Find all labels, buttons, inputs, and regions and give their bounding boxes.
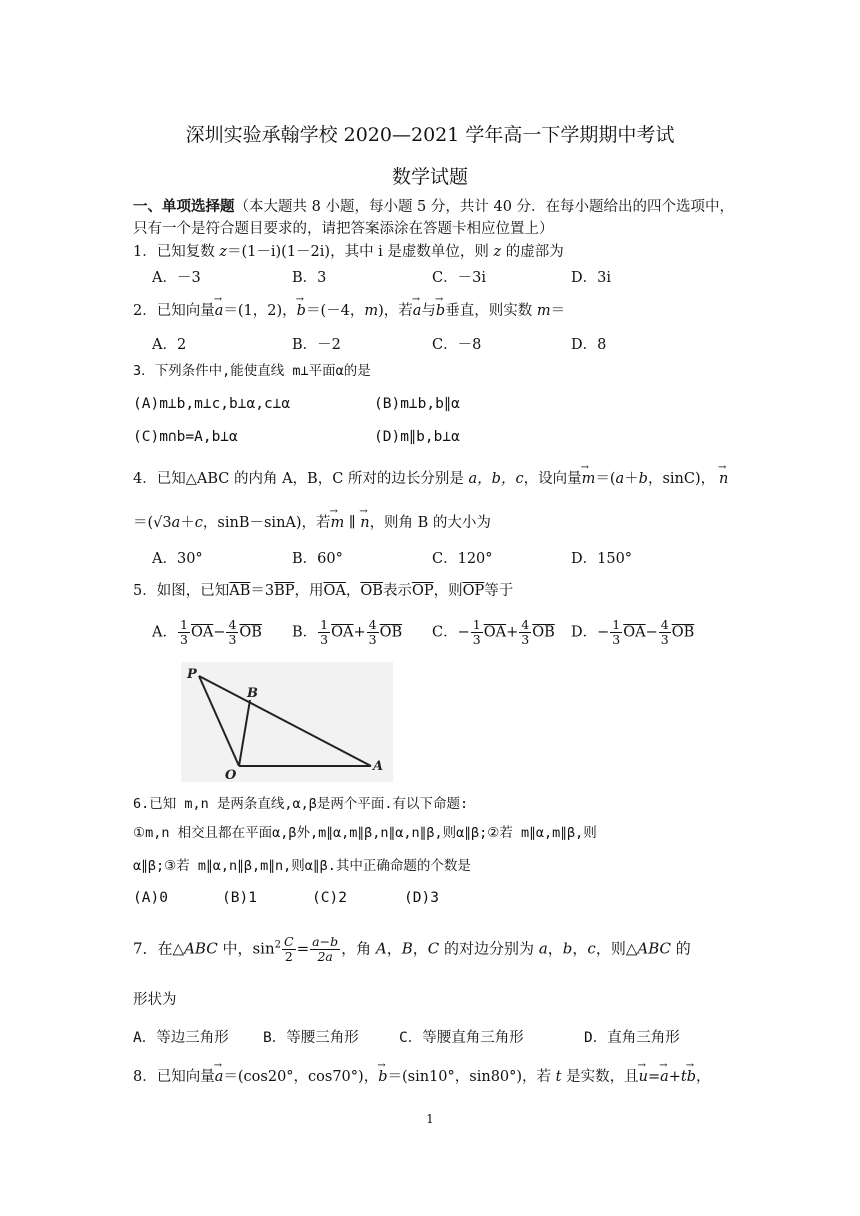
q4-option-a: A．30° xyxy=(152,551,203,567)
q5-option-c xyxy=(432,618,555,647)
q5-a-f1d: 3 xyxy=(179,632,188,647)
exam-subtitle: 数学试题 xyxy=(391,166,468,188)
q5-b-f2d: 3 xyxy=(368,632,377,647)
q5-c-v1: $\overline{OA}$ xyxy=(483,624,507,641)
q5-b-label: B． xyxy=(292,624,318,641)
q4-option-b: B．60° xyxy=(292,551,343,567)
q2-option-a: A．2 xyxy=(152,337,187,353)
exam-title: 深圳实验承翰学校 2020—2021 学年高一下学期期中考试 xyxy=(185,124,675,146)
q5-d-frac2 xyxy=(659,618,671,647)
q7-sup2: 2 xyxy=(274,939,282,951)
q2-var-m: m xyxy=(364,303,379,319)
q5-t7: ， xyxy=(345,583,361,599)
section1-desc2: 只有一个是符合题目要求的，请把答案添涂在答题卡相应位置上） xyxy=(133,221,554,237)
q2-option-c: C．－8 xyxy=(432,337,482,353)
q8-eq: = xyxy=(647,1069,661,1085)
q8-var-t: t xyxy=(555,1069,562,1085)
q5-vec-op2: $\overline{OP}$ xyxy=(462,583,485,599)
q5-c-f2d: 3 xyxy=(521,632,530,647)
q7-option-c: C．等腰直角三角形 xyxy=(399,1030,524,1046)
q8-t5: ＝(sin10°，sin80°)，若 xyxy=(387,1069,556,1085)
q7-frac1 xyxy=(282,935,296,964)
label-a: A xyxy=(373,759,384,774)
q7-option-b: B．等腰三角形 xyxy=(263,1030,359,1046)
q5-c-f2n: 4 xyxy=(521,617,530,632)
q7-t14: ， xyxy=(547,939,563,958)
q2-t3: ＝(1，2)， xyxy=(223,303,297,319)
q6-line1: 6.已知 m,n 是两条直线,α,β是两个平面.有以下命题: xyxy=(133,796,469,812)
q5-d-label: D． xyxy=(571,624,598,641)
q5-b-f1n: 1 xyxy=(320,617,329,632)
q4-vec-m: → m xyxy=(582,470,596,488)
q5-d-f1n: 1 xyxy=(612,617,621,632)
label-b: B xyxy=(247,686,258,701)
q7-t10: ， xyxy=(412,939,428,958)
q5-b-frac1 xyxy=(318,618,330,647)
q7-t16: ， xyxy=(572,939,588,958)
label-o: O xyxy=(225,768,237,782)
q5-t9: 表示 xyxy=(382,583,412,599)
q5-b-v2: $\overline{OB}$ xyxy=(379,624,403,641)
q5-a-f2d: 3 xyxy=(228,632,237,647)
q1-text-e: 的虚部为 xyxy=(501,244,564,260)
q7-C: C xyxy=(427,939,440,958)
q5-option-a xyxy=(152,618,262,647)
q4-option-d: D．150° xyxy=(571,551,633,567)
q5-d-v1: $\overline{OA}$ xyxy=(623,624,646,641)
q5-d-op: − xyxy=(645,624,658,641)
q8-vec-u: → u xyxy=(639,1068,648,1086)
q1-stem xyxy=(133,243,564,261)
q4-t1e: ＝( xyxy=(595,471,616,487)
q4-t1g: ＋ xyxy=(624,471,639,487)
q6-option-a: (A)0 xyxy=(133,890,168,906)
q5-vec-ab: $\overline{AB}$ xyxy=(229,583,251,599)
q5-d-f2n: 4 xyxy=(660,617,669,632)
q4-t1h: b xyxy=(638,471,648,487)
q6-option-c: (C)2 xyxy=(312,890,347,906)
q7-b: b xyxy=(562,939,573,958)
q5-a-v2: $\overline{OB}$ xyxy=(239,624,262,641)
q8-vec-b2: → b xyxy=(687,1068,696,1086)
q5-b-op: + xyxy=(353,624,366,641)
q8-stem xyxy=(133,1068,711,1086)
segment-po xyxy=(199,676,239,766)
q5-a-f2n: 4 xyxy=(228,617,237,632)
q2-t5: ＝(－4， xyxy=(305,303,365,319)
segment-ob xyxy=(239,700,250,766)
q5-d-v2: $\overline{OB}$ xyxy=(671,624,695,641)
q5-a-f1n: 1 xyxy=(179,617,188,632)
q7-c: c xyxy=(587,939,596,958)
q5-d-frac1 xyxy=(610,618,622,647)
q7-option-a: A．等边三角形 xyxy=(133,1030,229,1046)
q7-line1 xyxy=(133,935,691,964)
q6-option-d: (D)3 xyxy=(404,890,439,906)
q5-vec-ob: $\overline{OB}$ xyxy=(360,583,383,599)
q4-t2a: ＝( xyxy=(133,515,154,531)
q4-t1b: a，b，c xyxy=(468,471,524,487)
q7-option-d: D．直角三角形 xyxy=(584,1030,680,1046)
q4-t2j: ，则角 B 的大小为 xyxy=(369,515,491,531)
q2-vec-b: → b xyxy=(297,302,306,320)
page-number: 1 xyxy=(426,1112,434,1126)
q5-option-b xyxy=(292,618,402,647)
q7-B: B xyxy=(401,939,413,958)
q5-a-frac1 xyxy=(178,618,190,647)
q6-line2: ①m,n 相交且都在平面α,β外,m∥α,m∥β,n∥α,n∥β,则α∥β;②若 m∥α,m∥β,则 xyxy=(133,825,597,841)
q7-sin: 中，sin xyxy=(217,939,275,958)
q4-vec-m2: → m xyxy=(331,514,345,532)
q7-t20: 的 xyxy=(671,939,691,958)
q5-a-frac2 xyxy=(226,618,238,647)
section1-heading: 一、单项选择题 xyxy=(133,198,235,215)
q5-triangle-figure xyxy=(181,662,393,782)
q4-line2 xyxy=(133,514,491,532)
q5-stem xyxy=(133,582,513,600)
q4-t1c: ，设向量 xyxy=(523,471,582,487)
q5-triangle-svg xyxy=(181,662,393,782)
q2-option-d: D．8 xyxy=(571,337,607,353)
q4-vec-n: → n xyxy=(719,470,728,488)
q7-a: a xyxy=(538,939,548,958)
q8-vec-a2: → a xyxy=(660,1068,669,1086)
q2-t11: 垂直，则实数 xyxy=(445,303,537,319)
q8-plus-t: +t xyxy=(668,1069,687,1085)
q4-t1f: a xyxy=(615,471,625,487)
q5-t1: 5．如图，已知 xyxy=(133,583,230,599)
q7-eq: = xyxy=(296,939,310,958)
q4-vec-n2: → n xyxy=(360,514,369,532)
q4-t2e: c xyxy=(194,515,203,531)
q7-t8: ， xyxy=(386,939,402,958)
q1-option-d: D．3i xyxy=(571,270,611,286)
q4-option-c: C．120° xyxy=(432,551,493,567)
q5-t5: ，用 xyxy=(294,583,324,599)
q5-c-v2: $\overline{OB}$ xyxy=(532,624,555,641)
q5-b-frac2 xyxy=(367,618,379,647)
q2-option-b: B．－2 xyxy=(292,337,341,353)
q7-f1d: 2 xyxy=(284,949,293,964)
q3-option-c: (C)m∩b=A,b⊥α xyxy=(133,429,238,445)
q4-t2c: a xyxy=(171,515,181,531)
q5-b-f1d: 3 xyxy=(320,632,329,647)
section1-line1 xyxy=(133,198,734,216)
q7-frac2 xyxy=(310,935,340,964)
q2-vec-a2: → a xyxy=(413,302,422,320)
q7-f2n: a−b xyxy=(312,934,339,949)
q5-t3: ＝3 xyxy=(250,583,275,599)
q5-a-label: A． xyxy=(152,624,177,641)
q5-c-f1n: 1 xyxy=(472,617,481,632)
q8-vec-b: → b xyxy=(378,1068,387,1086)
q7-t12: 的对边分别为 xyxy=(439,939,539,958)
q4-t1i: ，sinC)， xyxy=(647,471,716,487)
q7-f2d: 2a xyxy=(317,949,333,964)
q7-abc2: △ABC xyxy=(625,939,671,958)
q7-t1: 7．在 xyxy=(133,939,173,958)
q3-option-d: (D)m∥b,b⊥α xyxy=(374,429,460,445)
q4-sqrt3: √3 xyxy=(153,515,172,531)
q6-line3: α∥β;③若 m∥α,n∥β,m∥n,则α∥β.其中正确命题的个数是 xyxy=(133,858,471,874)
q2-stem xyxy=(133,302,565,320)
q5-vec-op: $\overline{OP}$ xyxy=(411,583,434,599)
q6-option-b: (B)1 xyxy=(222,890,257,906)
segment-pa xyxy=(199,676,371,766)
q1-option-a: A．－3 xyxy=(152,270,201,286)
q7-line2: 形状为 xyxy=(133,992,177,1008)
q7-t18: ，则 xyxy=(595,939,626,958)
q4-line1 xyxy=(133,470,729,488)
q5-b-f2n: 4 xyxy=(368,617,377,632)
q5-c-frac2 xyxy=(519,618,531,647)
q1-var-z2: z xyxy=(493,244,502,260)
q1-var-z: z xyxy=(219,244,227,260)
q2-t13: ＝ xyxy=(550,303,566,319)
q5-a-v1: $\overline{OA}$ xyxy=(190,624,214,641)
q5-d-sign: − xyxy=(597,624,610,641)
q8-t3: ＝(cos20°，cos70°)， xyxy=(223,1069,379,1085)
q7-f1n: C xyxy=(284,934,294,949)
q5-a-op: − xyxy=(213,624,226,641)
q2-vec-b2: → b xyxy=(436,302,445,320)
q7-t6: ，角 xyxy=(341,939,376,958)
q5-c-frac1 xyxy=(471,618,483,647)
section1-desc1: （本大题共 8 小题，每小题 5 分，共计 40 分．在每小题给出的四个选项中， xyxy=(234,199,735,215)
q2-t1: 2．已知向量 xyxy=(133,303,215,319)
q1-option-b: B．3 xyxy=(292,270,327,286)
q2-vec-a: → a xyxy=(215,302,224,320)
q5-vec-bp: $\overline{BP}$ xyxy=(274,583,295,599)
q5-vec-oa: $\overline{OA}$ xyxy=(323,583,346,599)
q4-t2f: ，sinB－sinA)，若 xyxy=(202,515,331,531)
q5-t13: 等于 xyxy=(484,583,514,599)
q5-c-f1d: 3 xyxy=(472,632,481,647)
q5-d-f2d: 3 xyxy=(660,632,669,647)
label-p: P xyxy=(187,667,197,682)
q7-A: A xyxy=(375,939,387,958)
q3-option-a: (A)m⊥b,m⊥c,b⊥α,c⊥α xyxy=(133,396,291,412)
q5-t11: ，则 xyxy=(433,583,463,599)
q5-c-sign: − xyxy=(457,624,470,641)
q4-t1a: 4．已知△ABC 的内角 A，B，C 所对的边长分别是 xyxy=(133,471,469,487)
q1-text-a: 1．已知复数 xyxy=(133,244,220,260)
q2-t9: 与 xyxy=(421,303,436,319)
q5-d-f1d: 3 xyxy=(612,632,621,647)
q2-t7: )，若 xyxy=(378,303,413,319)
q1-text-c: ＝(1－i)(1－2i)，其中 i 是虚数单位，则 xyxy=(226,244,494,260)
q8-t1: 8．已知向量 xyxy=(133,1069,215,1085)
q3-option-b: (B)m⊥b,b∥α xyxy=(374,396,460,412)
q8-t13: ， xyxy=(696,1069,711,1085)
q8-t7: 是实数，且 xyxy=(561,1069,639,1085)
q5-b-v1: $\overline{OA}$ xyxy=(331,624,354,641)
q7-abc: △ABC xyxy=(172,939,218,958)
q3-stem: 3．下列条件中,能使直线 m⊥平面α的是 xyxy=(133,363,371,379)
q5-option-d xyxy=(571,618,694,647)
q5-c-label: C． xyxy=(432,624,458,641)
q4-t2h: ∥ xyxy=(344,515,361,531)
q2-var-m2: m xyxy=(536,303,551,319)
q5-c-op: + xyxy=(506,624,519,641)
q1-option-c: C．－3i xyxy=(432,270,486,286)
q8-vec-a: → a xyxy=(215,1068,224,1086)
q4-t2d: ＋ xyxy=(180,515,195,531)
